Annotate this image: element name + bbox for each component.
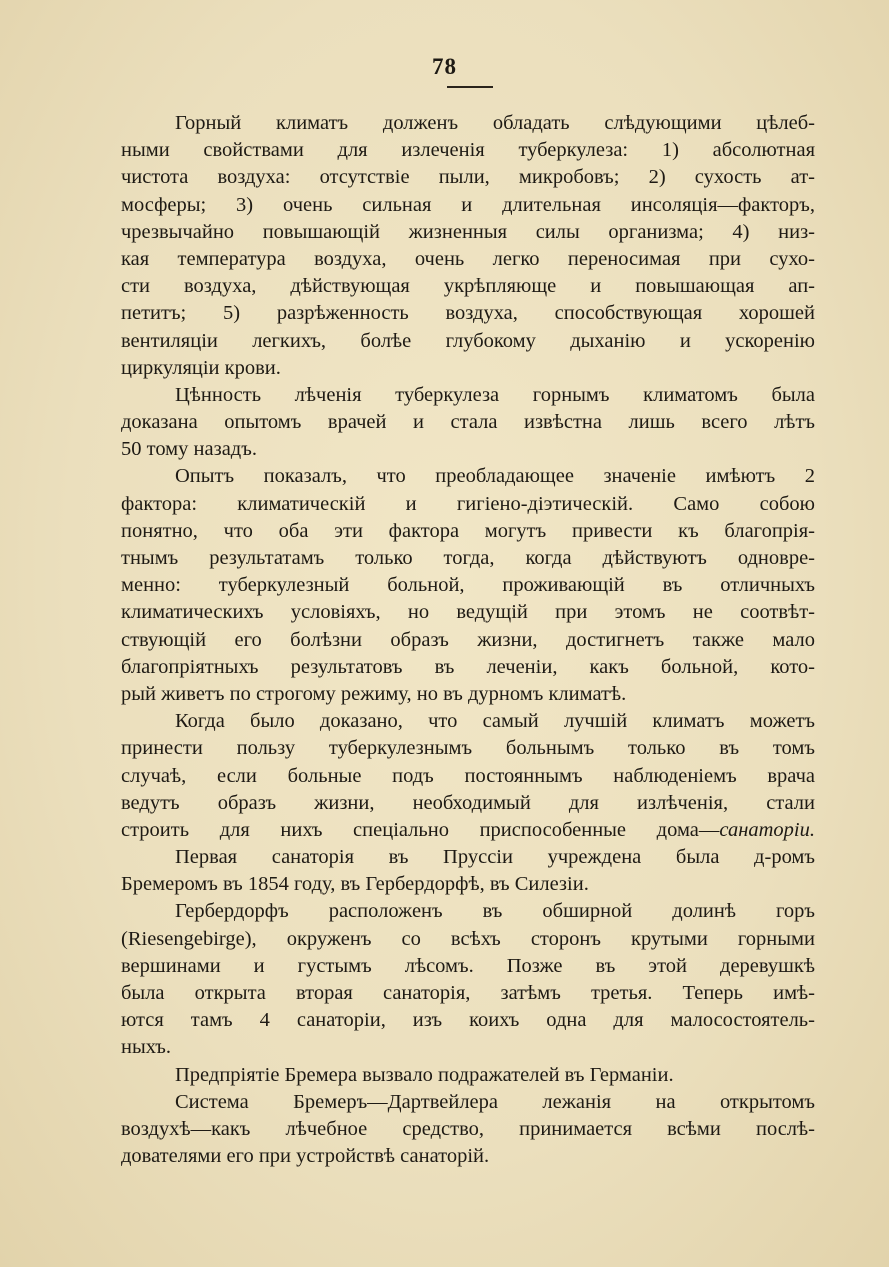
text-line: петитъ; 5) разрѣженность воздуха, способствующая хорошей [121, 302, 815, 325]
text-line: ведутъ образъ жизни, необходимый для излѣченія, стали [121, 791, 815, 814]
text-line [121, 817, 815, 844]
text-line: Опытъ показалъ, что преобладающее значеніе имѣютъ 2 [175, 465, 815, 488]
paragraph-6 [121, 898, 815, 1061]
text-line: дователями его при устройствѣ санаторій. [121, 1145, 490, 1168]
text-line: фактора: климатическій и гигіено-діэтическій. Само собою [121, 492, 815, 515]
text-line: Гербердорфъ расположенъ въ обширной долинѣ горъ [175, 900, 815, 923]
text-line: Бремеромъ въ 1854 году, въ Гербердорфѣ, въ Силезіи. [121, 873, 589, 896]
paragraph-1 [121, 110, 815, 382]
text-line: ныхъ. [121, 1036, 171, 1059]
text-line: чистота воздуха: отсутствіе пыли, микробовъ; 2) сухость ат- [121, 166, 815, 189]
text-line: Цѣнность лѣченія туберкулеза горнымъ климатомъ была [175, 383, 815, 406]
text-line: вершинами и густымъ лѣсомъ. Позже въ этой деревушкѣ [121, 954, 815, 977]
text-line: воздухѣ—какъ лѣчебное средство, принимается всѣми послѣ- [121, 1117, 815, 1140]
text-line: (Riesengebirge), окруженъ со всѣхъ сторонъ крутыми горными [121, 927, 815, 950]
text-line: вентиляціи легкихъ, болѣе глубокому дыханію и ускоренію [121, 329, 815, 352]
paragraph-5 [121, 844, 815, 898]
paragraph-4 [121, 708, 815, 844]
text-line: Когда было доказано, что самый лучшій климатъ можетъ [175, 710, 815, 733]
text-line: была открыта вторая санаторія, затѣмъ третья. Теперь имѣ- [121, 982, 815, 1004]
text-line: климатическихъ условіяхъ, но ведущій при этомъ не соотвѣт- [121, 601, 815, 624]
page-number-underline [447, 86, 493, 88]
text-line: Первая санаторія въ Пруссіи учреждена была д-ромъ [175, 846, 815, 869]
text-line: кая температура воздуха, очень легко переносимая при сухо- [121, 247, 815, 270]
text-line: мосферы; 3) очень сильная и длительная инсоляція—факторъ, [121, 193, 815, 216]
paragraph-2 [121, 382, 815, 464]
text-line: 50 тому назадъ. [121, 438, 257, 461]
text-line: тнымъ результатамъ только тогда, когда дѣйствуютъ одновре- [121, 547, 815, 569]
body-text [121, 110, 815, 1170]
text-line: ются тамъ 4 санаторіи, изъ коихъ одна для малосостоятель- [121, 1009, 815, 1032]
text-line: благопріятныхъ результатовъ въ леченіи, какъ больной, кото- [121, 655, 815, 678]
page-number: 78 [432, 54, 457, 79]
text-line: Система Бремеръ—Дартвейлера лежанія на открытомъ [175, 1090, 815, 1113]
text-line: доказана опытомъ врачей и стала извѣстна лишь всего лѣтъ [121, 411, 815, 434]
text-line: понятно, что оба эти фактора могутъ привести къ благопрія- [121, 519, 815, 542]
paragraph-8 [121, 1089, 815, 1171]
text-line: сти воздуха, дѣйствующая укрѣпляюще и повышающая ап- [121, 275, 815, 298]
text-line: рый живетъ по строгому режиму, но въ дурномъ климатѣ. [121, 682, 627, 705]
text-line-part: строить для нихъ спеціально приспособенные дома— [121, 818, 720, 841]
paragraph-7 [121, 1062, 815, 1089]
text-line: ствующій его болѣзни образъ жизни, достигнетъ также мало [121, 628, 815, 651]
text-line: циркуляціи крови. [121, 356, 281, 379]
text-line: менно: туберкулезный больной, проживающій въ отличныхъ [121, 574, 815, 597]
text-line: принести пользу туберкулезнымъ больнымъ только въ томъ [121, 737, 815, 760]
text-line: случаѣ, если больные подъ постояннымъ наблюденіемъ врача [121, 764, 815, 787]
text-line: ными свойствами для излеченія туберкулеза: 1) абсолютная [121, 139, 815, 162]
text-line: Предпріятіе Бремера вызвало подражателей въ Германіи. [175, 1063, 674, 1086]
paragraph-3 [121, 463, 815, 708]
emphasized-term: санаторіи. [719, 818, 815, 841]
text-line: чрезвычайно повышающій жизненныя силы организма; 4) низ- [121, 220, 815, 243]
text-line: Горный климатъ долженъ обладать слѣдующими цѣлеб- [175, 112, 815, 134]
